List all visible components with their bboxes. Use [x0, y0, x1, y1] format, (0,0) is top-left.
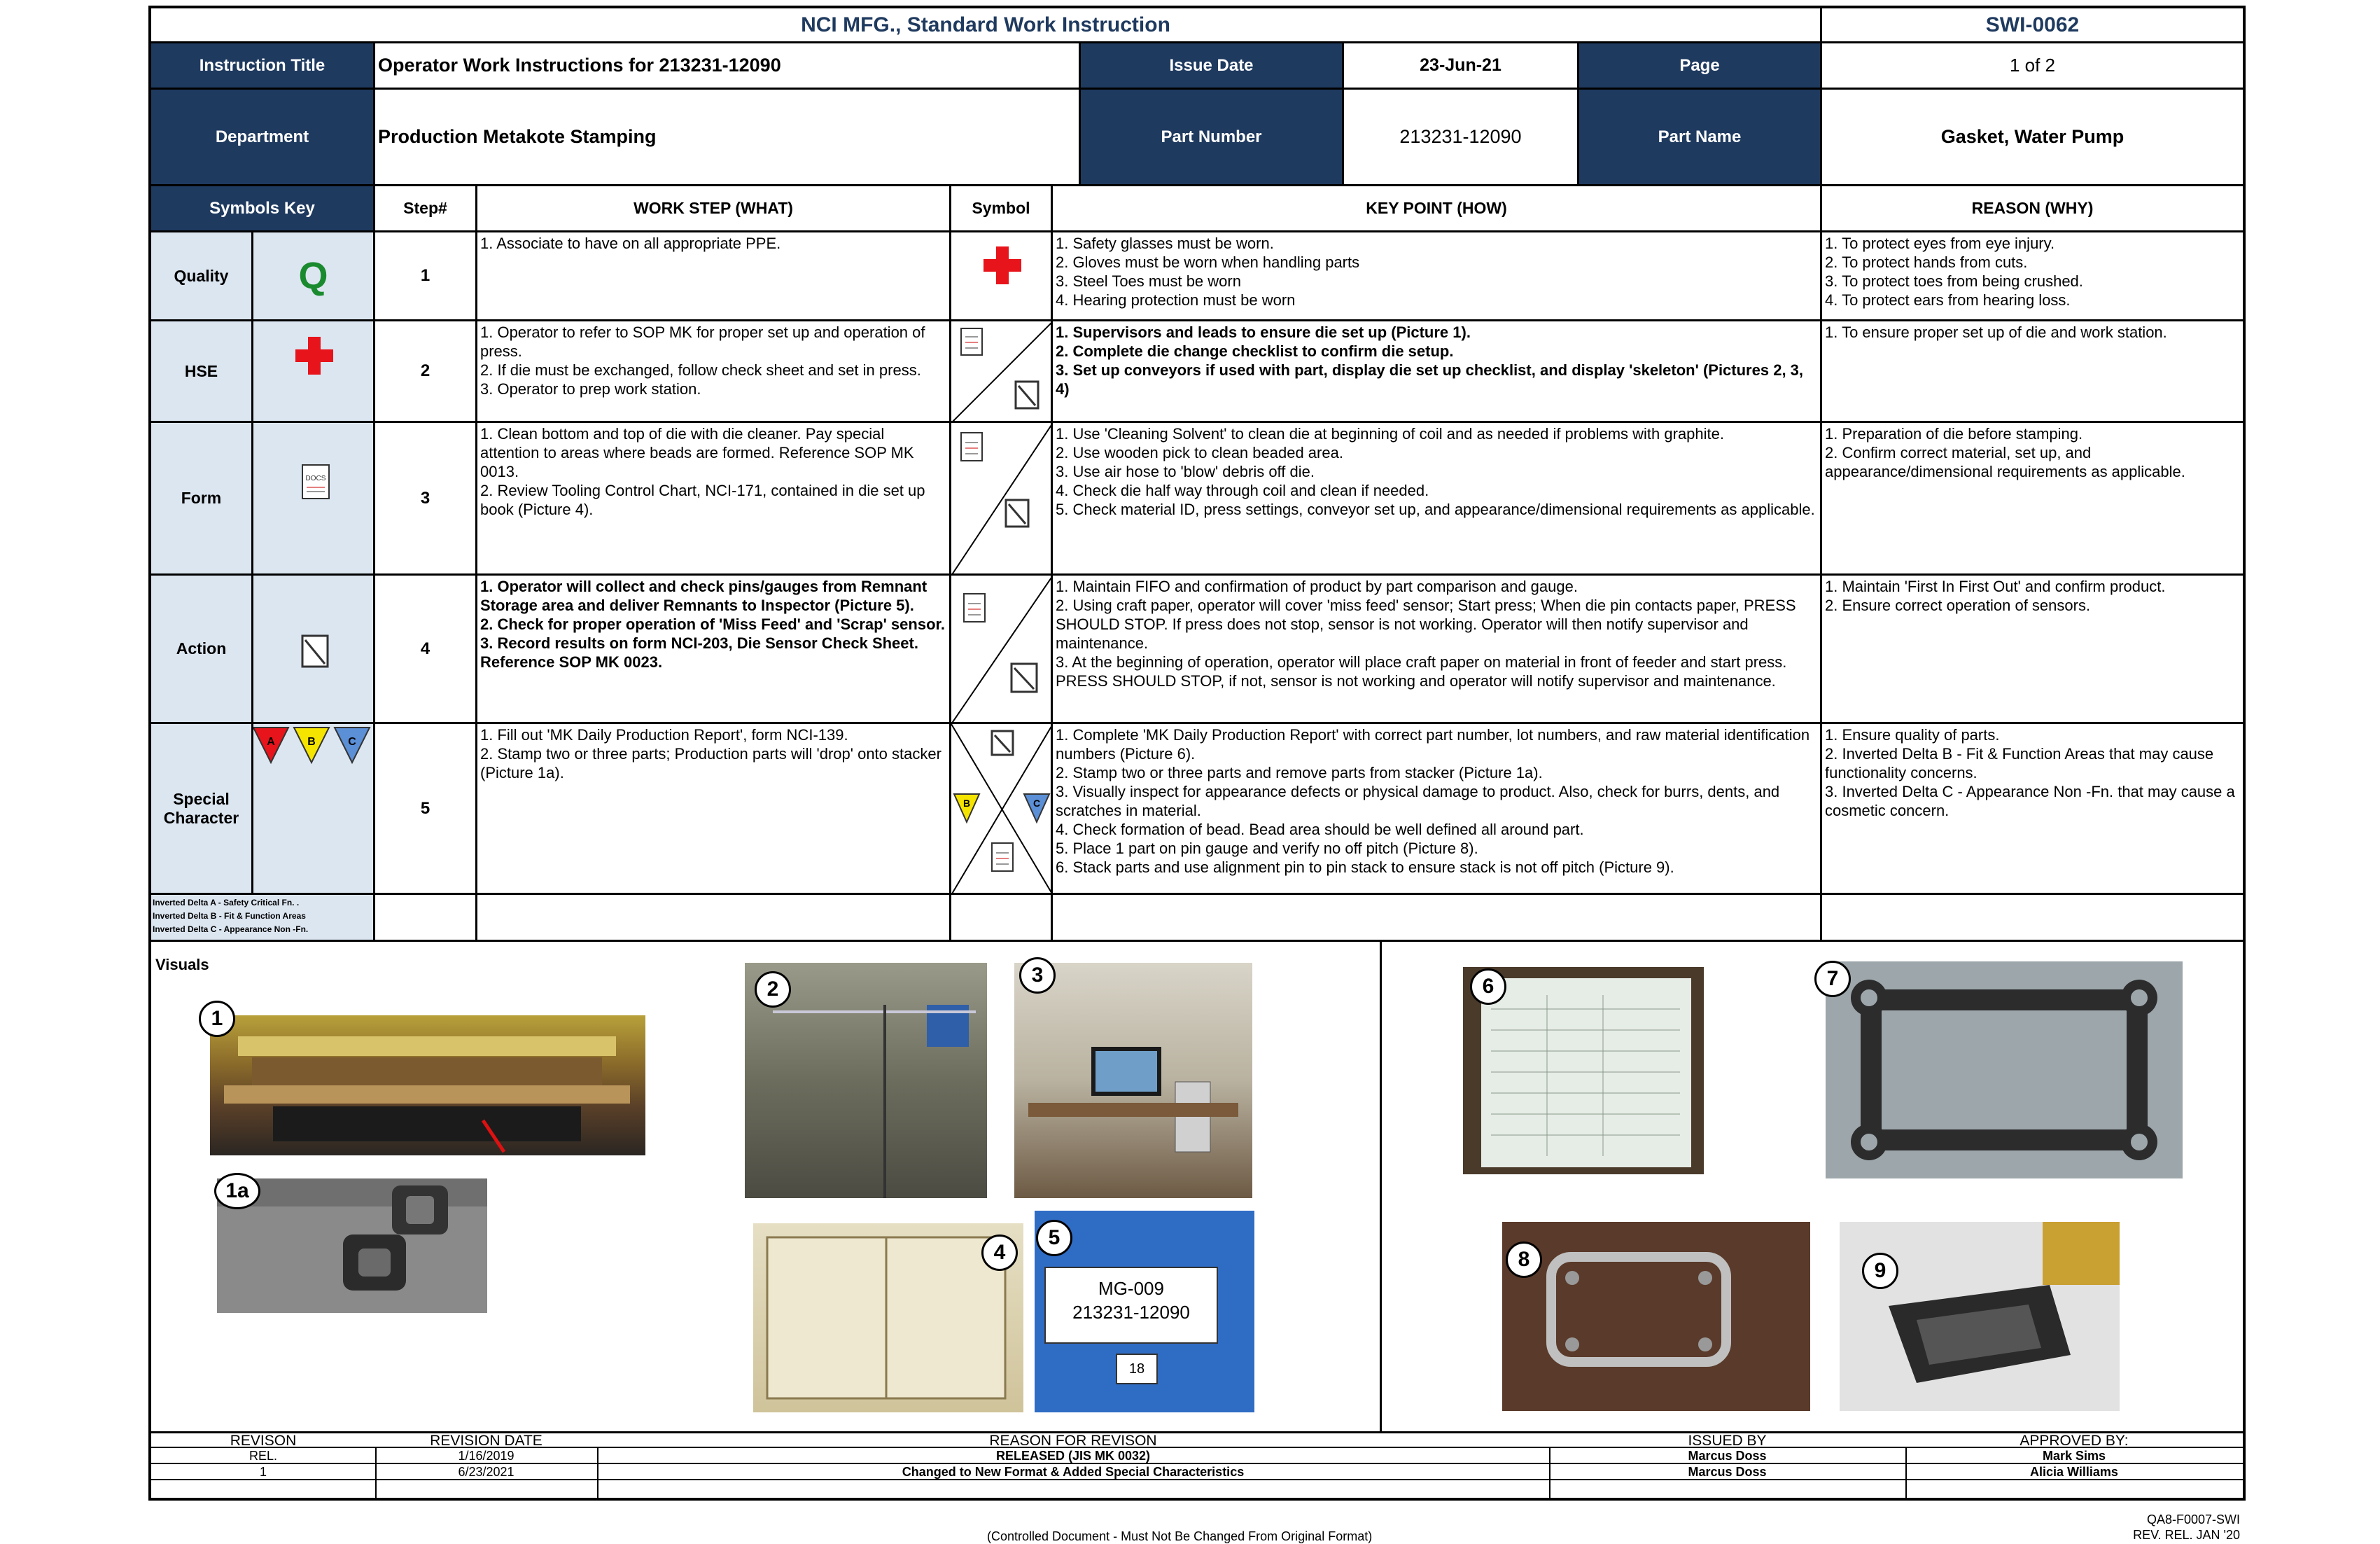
- picture-label-2: 2: [755, 971, 791, 1008]
- work-step-text: 1. Operator will collect and check pins/gauges from Remnant Storage area and deliver Remnants to Inspector (Picture 5). 2. Check for proper operation of 'Miss Feed' and 'Scrap' sensor. 3. Record results on form NCI-203, Die Sensor Check Sheet. Reference SOP MK 0023.: [477, 576, 951, 722]
- department: Production Metakote Stamping: [375, 90, 1081, 184]
- title-row: [151, 8, 2243, 43]
- form-doc-icon: [961, 433, 982, 461]
- step-row-3: [151, 423, 2243, 576]
- key-label-hse: HSE: [151, 321, 253, 421]
- form-doc-icon: [992, 843, 1013, 871]
- picture-9-alignment-pin-stack: [1840, 1222, 2120, 1411]
- key-label-quality: Quality: [151, 232, 253, 319]
- work-step-text: 1. Fill out 'MK Daily Production Report', form NCI-139. 2. Stamp two or three parts; Production parts will 'drop' onto stacker (Picture 1a).: [477, 724, 951, 893]
- hse-cross-icon: [253, 321, 375, 421]
- rev-row-2-issued: Marcus Doss: [1688, 1465, 1767, 1479]
- step-symbol-cell: [951, 423, 1053, 573]
- col-reason: REASON (WHY): [1971, 199, 2094, 217]
- visuals-title: Visuals: [155, 956, 209, 973]
- rev-row-2-rev: 1: [259, 1465, 267, 1479]
- picture-label-7: 7: [1814, 961, 1851, 997]
- quality-q-icon: Q: [253, 232, 375, 319]
- hse-cross-icon: [951, 232, 1053, 319]
- reason-text: 1. Ensure quality of parts. 2. Inverted Delta B - Fit & Function Areas that may cause functionality concerns. 3. Inverted Delta C - Appearance Non -Fn. that may cause a cosmetic concern.: [1825, 726, 2235, 819]
- rev-row-1-date: 1/16/2019: [458, 1449, 514, 1463]
- step-symbol-cell: [951, 321, 1053, 421]
- rev-row-1-rev: REL.: [248, 1449, 278, 1463]
- legend-delta-b: Inverted Delta B - Fit & Function Areas: [153, 911, 306, 921]
- form-id: QA8-F0007-SWI: [2146, 1512, 2240, 1526]
- rev-header-reason: REASON FOR REVISON: [989, 1433, 1157, 1449]
- picture-label-4: 4: [981, 1234, 1018, 1271]
- rev-row-2-date: 6/23/2021: [458, 1465, 514, 1479]
- action-key-cell: [253, 576, 375, 722]
- key-label-action: Action: [151, 576, 253, 722]
- svg-text:B: B: [307, 736, 316, 748]
- instruction-title-row: [151, 43, 2243, 90]
- part-number-label: Part Number: [1081, 90, 1344, 184]
- key-point-text: 1. Supervisors and leads to ensure die set up (Picture 1). 2. Complete die change checklist to confirm die setup. 3. Set up conveyors if used with part, display die set up checklist, and display 'skeleton' (Pictures 2, 3, 4): [1053, 321, 1822, 421]
- controlled-document-note: (Controlled Document - Must Not Be Changed From Original Format): [987, 1529, 1373, 1543]
- form-revision: REV. REL. JAN '20: [2133, 1528, 2240, 1542]
- part-number: 213231-12090: [1344, 90, 1579, 184]
- key-point-text: 1. Maintain FIFO and confirmation of product by part comparison and gauge. 2. Using craft paper, operator will cover 'miss feed' sensor; Start press; When die pin contacts paper, PRESS SHOULD STOP. If press does not stop, sensor is not working. Operator will then notify supervisor and maintenance. 3. At the beginning of operation, operator will place craft paper on material in front of feeder and start press. PRESS SHOULD STOP, if not, sensor is not working and operator will notify supervisor and maintenance.: [1053, 576, 1822, 722]
- col-key-point: KEY POINT (HOW): [1053, 186, 1822, 230]
- action-checklist-icon: [1006, 500, 1028, 527]
- delta-legend-row: [151, 895, 2243, 942]
- form-key-cell: [253, 423, 375, 573]
- part-name-label: Part Name: [1579, 90, 1822, 184]
- step-symbol-cell: [951, 232, 1053, 319]
- picture-label-9: 9: [1862, 1253, 1898, 1289]
- visuals-section: [151, 942, 2243, 1431]
- form-and-action-icons: [951, 423, 1053, 573]
- picture-1-die-setup: [210, 1015, 645, 1155]
- department-row: [151, 90, 2243, 186]
- reason-text: 1. To protect eyes from eye injury. 2. To protect hands from cuts. 3. To protect toes from being crushed. 4. To protect ears from hearing loss.: [1825, 235, 2083, 309]
- step-number: 1: [375, 232, 477, 319]
- bin-number: 18: [1116, 1354, 1158, 1384]
- company-title: NCI MFG., Standard Work Instruction: [151, 8, 1822, 41]
- picture-label-5: 5: [1036, 1220, 1072, 1256]
- rev-row-2-reason: Changed to New Format & Added Special Characteristics: [902, 1465, 1245, 1479]
- step-row-1: [151, 232, 2243, 321]
- rev-header-date: REVISION DATE: [430, 1433, 542, 1449]
- form-doc-icon: [964, 594, 985, 622]
- key-point-text: 1. Complete 'MK Daily Production Report' with correct part number, lot numbers, and raw material identification numbers (Picture 6). 2. Stamp two or three parts and remove parts from stacker (Picture 1a). 3. Visually inspect for appearance defects or physical damage to product. Also, check for burrs, dents, and scratches in material. 4. Check formation of bead. Bead area should be well defined all around part. 5. Place 1 part on pin gauge and verify no off pitch (Picture 8). 6. Stack parts and use alignment pin to pin stack to ensure stack is not off pitch (Picture 9).: [1053, 724, 1822, 893]
- issue-date: 23-Jun-21: [1344, 43, 1579, 88]
- key-label-special-character: Special Character: [151, 724, 253, 893]
- form-and-action-icons: [951, 576, 1053, 722]
- step-number: 2: [375, 321, 477, 421]
- action-checklist-icon: [253, 576, 375, 722]
- work-step-text: 1. Clean bottom and top of die with die cleaner. Pay special attention to areas where beads are formed. Reference SOP MK 0013. 2. Review Tooling Control Chart, NCI-171, contained in die set up book (Picture 4).: [477, 423, 951, 573]
- form-doc-icon: [253, 423, 375, 573]
- key-point-text: 1. Safety glasses must be worn. 2. Gloves must be worn when handling parts 3. Steel Toes must be worn 4. Hearing protection must be worn: [1053, 232, 1822, 319]
- step-5-symbols: [951, 724, 1053, 893]
- step-number: 5: [375, 724, 477, 893]
- work-step-text: 1. Operator to refer to SOP MK for proper set up and operation of press. 2. If die must be exchanged, follow check sheet and set in press. 3. Operator to prep work station.: [477, 321, 951, 421]
- col-symbol: Symbol: [951, 186, 1053, 230]
- hse-key-cell: [253, 321, 375, 421]
- form-and-action-icons: [951, 321, 1053, 421]
- rev-row-1-reason: RELEASED (JIS MK 0032): [995, 1449, 1151, 1463]
- delta-legend: [151, 895, 375, 940]
- step-row-2: [151, 321, 2243, 423]
- key-label-form: Form: [151, 423, 253, 573]
- svg-text:B: B: [962, 798, 971, 809]
- bin-label-line1: MG-009: [1098, 1278, 1164, 1299]
- special-key-cell: [253, 724, 375, 893]
- rev-header-revision: REVISON: [230, 1433, 297, 1449]
- reason-text: 1. To ensure proper set up of die and work station.: [1825, 324, 2167, 341]
- picture-label-1: 1: [199, 1001, 235, 1037]
- inverted-delta-icons: [253, 724, 375, 893]
- picture-label-8: 8: [1506, 1242, 1542, 1278]
- form-icon-label: DOCS: [305, 475, 326, 482]
- step-number: 3: [375, 423, 477, 573]
- step-row-4: [151, 576, 2243, 724]
- form-doc-icon: [961, 328, 982, 355]
- svg-text:A: A: [267, 736, 275, 748]
- instruction-title-label: Instruction Title: [151, 43, 375, 88]
- column-header-row: [151, 186, 2243, 232]
- issue-date-label: Issue Date: [1081, 43, 1344, 88]
- picture-label-1a: 1a: [214, 1173, 260, 1209]
- work-instruction-sheet: [148, 6, 2246, 1501]
- col-step: Step#: [375, 186, 477, 230]
- legend-delta-c: Inverted Delta C - Appearance Non -Fn.: [153, 924, 309, 934]
- rev-header-issued: ISSUED BY: [1688, 1433, 1767, 1449]
- picture-8-pin-gauge: [1502, 1222, 1810, 1411]
- page-value: 1 of 2: [2009, 55, 2056, 76]
- bin-label-line2: 213231-12090: [1072, 1302, 1190, 1323]
- picture-label-3: 3: [1019, 957, 1056, 994]
- reason-text: 1. Maintain 'First In First Out' and confirm product. 2. Ensure correct operation of sensors.: [1825, 578, 2166, 614]
- key-point-text: 1. Use 'Cleaning Solvent' to clean die at beginning of coil and as needed if problems with graphite. 2. Use wooden pick to clean beaded area. 3. Use air hose to 'blow' debris off die. 4. Check die half way through coil and clean if needed. 5. Check material ID, press settings, conveyor set up, and appearance/dimensional requirements as applicable.: [1053, 423, 1822, 573]
- action-checklist-icon: [992, 731, 1013, 755]
- step-symbol-cell: [951, 724, 1053, 893]
- picture-label-6: 6: [1470, 968, 1506, 1005]
- page-label: Page: [1579, 43, 1822, 88]
- rev-row-2-approved: Alicia Williams: [2030, 1465, 2118, 1479]
- action-checklist-icon: [1011, 664, 1037, 692]
- legend-delta-a: Inverted Delta A - Safety Critical Fn. .: [153, 898, 300, 907]
- col-symbols-key: Symbols Key: [151, 186, 375, 230]
- svg-text:C: C: [1032, 798, 1041, 809]
- work-step-text: 1. Associate to have on all appropriate PPE.: [477, 232, 951, 319]
- reason-text: 1. Preparation of die before stamping. 2. Confirm correct material, set up, and appearance/dimensional requirements as applicable.: [1825, 425, 2185, 480]
- rev-row-1-approved: Mark Sims: [2042, 1449, 2106, 1463]
- instruction-title: Operator Work Instructions for 213231-12090: [375, 43, 1081, 88]
- step-number: 4: [375, 576, 477, 722]
- bin-label: [1044, 1267, 1218, 1344]
- rev-row-1-issued: Marcus Doss: [1688, 1449, 1767, 1463]
- col-work-step: WORK STEP (WHAT): [477, 186, 951, 230]
- svg-text:C: C: [348, 736, 356, 748]
- step-symbol-cell: [951, 576, 1053, 722]
- doc-number: SWI-0062: [1985, 13, 2080, 36]
- picture-3-workstation: [1014, 963, 1252, 1198]
- department-label: Department: [151, 90, 375, 184]
- action-checklist-icon: [1016, 382, 1038, 408]
- part-name: Gasket, Water Pump: [1940, 126, 2124, 147]
- step-row-5: [151, 724, 2243, 895]
- rev-header-approved: APPROVED BY:: [2019, 1433, 2129, 1449]
- picture-7-gasket: [1826, 961, 2183, 1178]
